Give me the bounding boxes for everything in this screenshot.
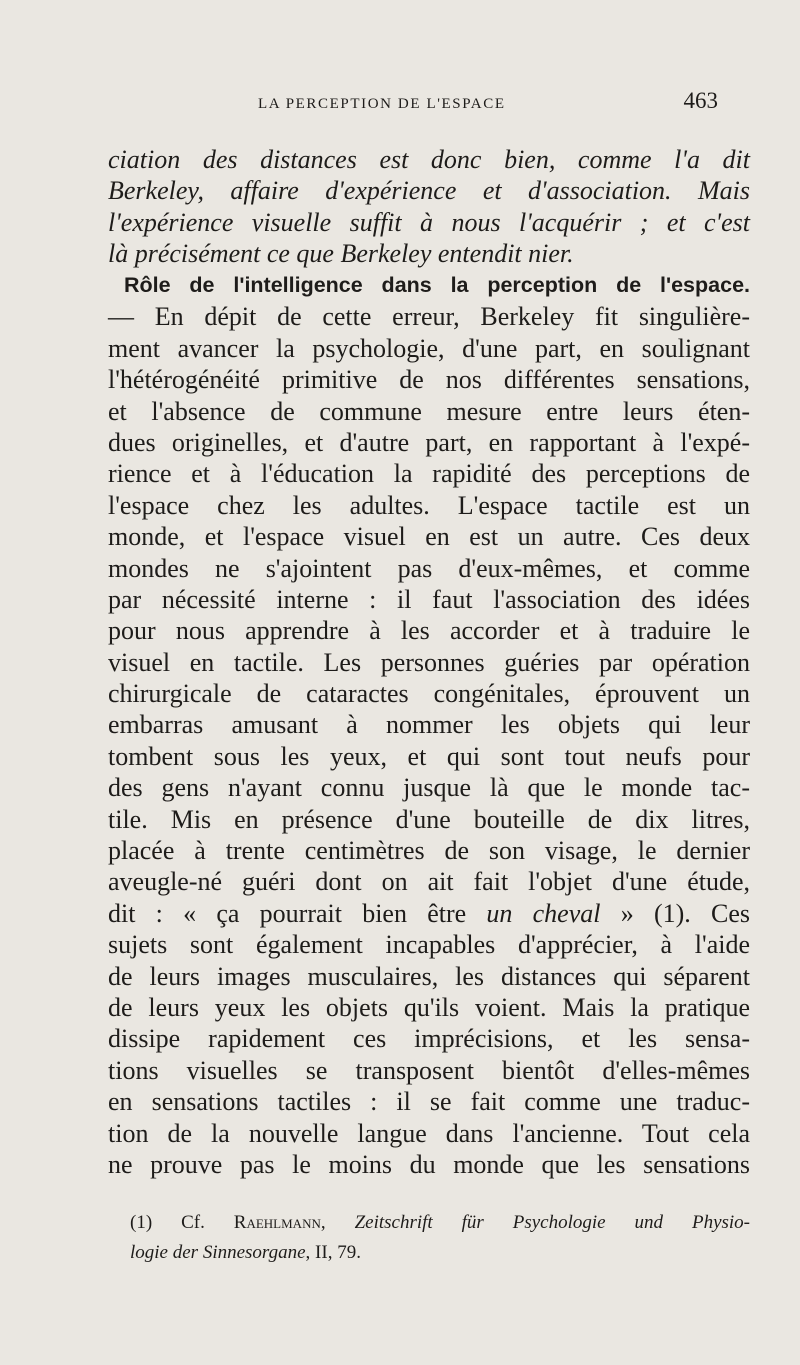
text-line-with-quote <box>108 898 750 929</box>
footnote <box>130 1208 750 1268</box>
text-line: là précisément ce que Berkeley entendit nier. <box>108 239 574 269</box>
text-line: sujets sont également incapables d'apprécier, à l'aide <box>108 930 750 960</box>
text-line: ne prouve pas le moins du monde que les sensations <box>108 1149 750 1179</box>
text-line: tombent sous les yeux, et qui sont tout neufs pour <box>108 741 750 771</box>
text-line: l'espace chez les adultes. L'espace tactile est un <box>108 490 750 520</box>
text-line: Berkeley, affaire d'expérience et d'association. Mais <box>108 176 750 206</box>
footnote-marker: (1) Cf. <box>130 1212 234 1233</box>
text-line: dues originelles, et d'autre part, en rapportant à l'expé- <box>108 427 750 457</box>
text-line: tion de la nouvelle langue dans l'ancienne. Tout cela <box>108 1118 750 1148</box>
text-line: l'hétérogénéité primitive de nos différentes sensations, <box>108 365 750 395</box>
text-line: mondes ne s'ajointent pas d'eux-mêmes, et comme <box>108 553 750 583</box>
text-line: de leurs images musculaires, les distances qui séparent <box>108 961 750 991</box>
italic-paragraph <box>108 144 750 270</box>
footnote-line <box>130 1238 750 1268</box>
text-line: tions visuelles se transposent bientôt d'elles-mêmes <box>108 1055 750 1085</box>
footnote-comma: , <box>320 1212 355 1233</box>
text-line: ciation des distances est donc bien, comme l'a dit <box>108 145 750 174</box>
page-number: 463 <box>683 88 718 113</box>
text-line: embarras amusant à nommer les objets qui leur <box>108 710 750 740</box>
section-heading: Rôle de l'intelligence dans la perception de l'espace. <box>124 273 750 297</box>
quote-before: dit : « ça pourrait bien être <box>108 898 487 928</box>
text-line: et l'absence de commune mesure entre leurs éten- <box>108 396 750 426</box>
text-line: chirurgicale de cataractes congénitales, éprouvent un <box>108 679 750 709</box>
footnote-ref: , II, 79. <box>305 1242 361 1263</box>
text-line: de leurs yeux les objets qu'ils voient. Mais la pratique <box>108 992 750 1022</box>
text-line: visuel en tactile. Les personnes guéries par opération <box>108 647 750 677</box>
text-line: des gens n'ayant connu jusque là que le monde tac- <box>108 773 750 803</box>
text-line: ment avancer la psychologie, d'une part, en soulignant <box>108 333 750 363</box>
text-line: par nécessité interne : il faut l'association des idées <box>108 584 750 614</box>
text-line: placée à trente centimètres de son visage, le dernier <box>108 836 750 866</box>
text-line: rience et à l'éducation la rapidité des perceptions de <box>108 459 750 489</box>
footnote-line <box>130 1208 750 1238</box>
quote-after: » (1). Ces <box>600 898 750 928</box>
text-line: monde, et l'espace visuel en est un autre. Ces deux <box>108 522 750 552</box>
main-paragraph <box>108 270 750 1180</box>
text-line: pour nous apprendre à les accorder et à traduire le <box>108 616 750 646</box>
running-title: LA PERCEPTION DE L'ESPACE <box>258 96 506 112</box>
text-line: tile. Mis en présence d'une bouteille de dix litres, <box>108 804 750 834</box>
text-line: — En dépit de cette erreur, Berkeley fit singulière- <box>108 302 750 332</box>
footnote-author: Raehlmann <box>233 1212 321 1233</box>
text-line: en sensations tactiles : il se fait comme une traduc- <box>108 1087 750 1117</box>
text-line: l'expérience visuelle suffit à nous l'acquérir ; et c'est <box>108 207 750 237</box>
footnote-title: Zeitschrift für Psychologie und Physio- <box>354 1212 751 1233</box>
page-header <box>108 88 718 114</box>
text-line: dissipe rapidement ces imprécisions, et les sensa- <box>108 1024 750 1054</box>
text-line: aveugle-né guéri dont on ait fait l'objet d'une étude, <box>108 867 750 897</box>
footnote-title-cont: logie der Sinnesorgane <box>130 1242 306 1263</box>
quoted-phrase: un cheval <box>486 898 601 928</box>
